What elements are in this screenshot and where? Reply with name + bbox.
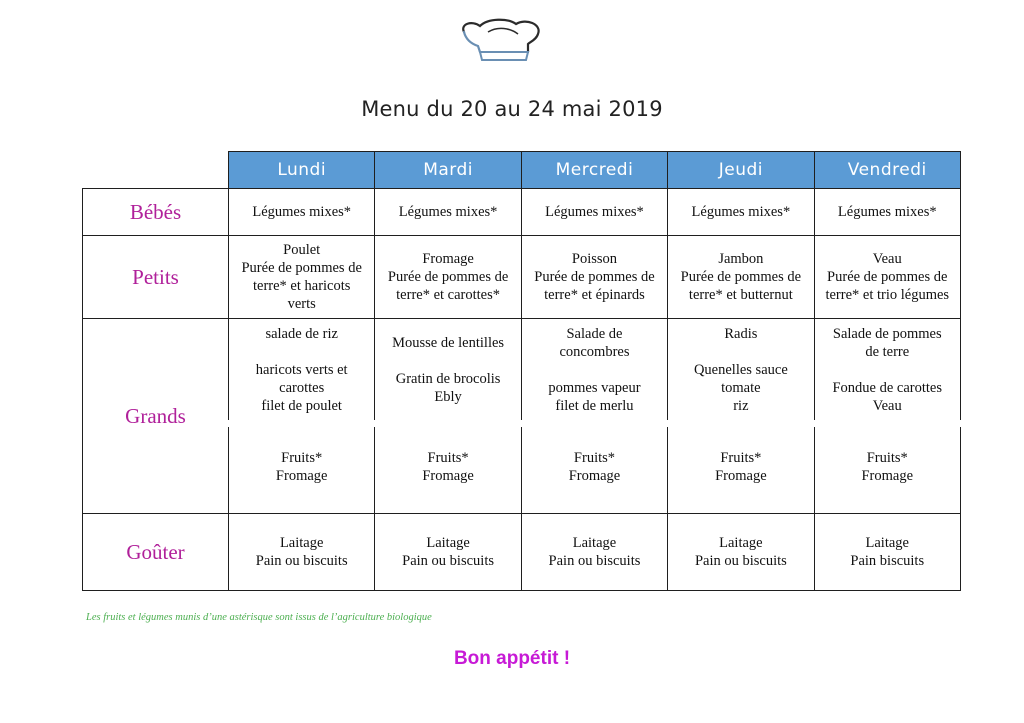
menu-item: Purée de pommes de — [680, 269, 802, 285]
menu-item: Fromage — [861, 467, 914, 484]
menu-item: tomate — [721, 379, 761, 396]
menu-cell-dessert — [814, 420, 960, 514]
header-corner — [83, 152, 229, 189]
menu-item: Quenelles sauce — [693, 361, 788, 378]
cell-gap — [228, 420, 375, 427]
menu-cell-main — [814, 319, 960, 421]
menu-item: Pain ou biscuits — [694, 553, 787, 569]
menu-cell — [521, 189, 667, 236]
menu-item: Jambon — [718, 251, 764, 267]
menu-item: Laitage — [865, 535, 909, 551]
menu-item: Pain ou biscuits — [548, 553, 641, 569]
menu-cell — [229, 189, 375, 236]
chef-hat-icon — [458, 18, 544, 64]
header-row — [83, 152, 961, 189]
menu-item: Veau — [872, 251, 902, 267]
menu-item: Poisson — [571, 251, 618, 267]
menu-cell — [375, 236, 521, 319]
organic-footnote: Les fruits et légumes munis d’une astérisque sont issus de l’agriculture biologique — [86, 612, 432, 623]
menu-item: haricots verts et — [255, 361, 348, 378]
row-petits — [83, 236, 961, 319]
menu-cell — [814, 189, 960, 236]
menu-cell-main — [375, 319, 521, 421]
menu-item: Fruits* — [720, 449, 762, 466]
line-spacer — [522, 361, 667, 379]
menu-item: Salade de — [566, 325, 623, 342]
menu-item: Fruits* — [573, 449, 616, 466]
menu-item: Purée de pommes de — [534, 269, 655, 285]
menu-cell — [668, 189, 814, 236]
menu-cell-dessert — [375, 420, 521, 514]
menu-item: riz — [733, 397, 749, 414]
menu-item: Légumes mixes* — [252, 204, 352, 220]
menu-item: terre* et butternut — [688, 287, 793, 303]
menu-item: de terre — [865, 343, 910, 360]
menu-item: verts — [287, 296, 316, 312]
menu-item: terre* et haricots — [252, 278, 351, 294]
menu-item: Radis — [724, 325, 758, 342]
menu-table — [82, 151, 961, 591]
menu-item: Laitage — [426, 535, 470, 551]
cell-gap — [374, 420, 521, 427]
row-label-petits: Petits — [83, 236, 229, 319]
line-spacer — [668, 343, 813, 361]
menu-cell — [668, 236, 814, 319]
menu-item: Fromage — [275, 467, 328, 484]
menu-item: Purée de pommes de — [387, 269, 509, 285]
line-spacer — [375, 352, 520, 370]
menu-item: filet de merlu — [555, 397, 634, 414]
menu-item: Mousse de lentilles — [392, 334, 505, 351]
menu-cell-dessert — [229, 420, 375, 514]
menu-item: Ebly — [434, 388, 462, 405]
menu-item: Pain ou biscuits — [255, 553, 348, 569]
menu-item: carottes — [279, 379, 325, 396]
menu-item: Poulet — [283, 242, 321, 258]
row-label-gouter: Goûter — [83, 514, 229, 591]
menu-item: filet de poulet — [261, 397, 342, 414]
menu-cell — [668, 514, 814, 591]
menu-item: Purée de pommes de — [827, 269, 948, 285]
row-bebes — [83, 189, 961, 236]
menu-item: Pain biscuits — [850, 553, 925, 569]
menu-item: Gratin de brocolis — [395, 370, 501, 387]
menu-item: Légumes mixes* — [837, 204, 937, 220]
menu-item: Fromage — [422, 467, 474, 484]
day-header-vendredi: Vendredi — [814, 152, 960, 189]
menu-item: Fruits* — [866, 449, 908, 466]
page-title: Menu du 20 au 24 mai 2019 — [361, 97, 663, 121]
menu-item: Fruits* — [281, 449, 323, 466]
bon-appetit: Bon appétit ! — [453, 648, 571, 669]
line-spacer — [229, 343, 374, 361]
cell-gap — [667, 420, 814, 427]
menu-item: Veau — [872, 397, 902, 414]
menu-item: Fromage — [568, 467, 621, 484]
menu-item: Laitage — [279, 535, 324, 551]
menu-item: Légumes mixes* — [398, 204, 498, 220]
row-label-grands: Grands — [83, 319, 229, 514]
menu-item: Fromage — [422, 251, 474, 267]
menu-item: terre* et trio légumes — [825, 287, 950, 303]
menu-cell — [375, 514, 521, 591]
cell-gap — [521, 420, 668, 427]
menu-cell-main — [668, 319, 814, 421]
day-header-mardi: Mardi — [375, 152, 521, 189]
menu-item: Pain ou biscuits — [402, 553, 494, 569]
menu-cell-dessert — [668, 420, 814, 514]
menu-cell — [229, 514, 375, 591]
menu-item: Laitage — [719, 535, 763, 551]
menu-item: terre* et épinards — [544, 287, 645, 303]
menu-item: terre* et carottes* — [396, 287, 501, 303]
day-header-lundi: Lundi — [229, 152, 375, 189]
menu-cell-dessert — [521, 420, 667, 514]
menu-item: Fruits* — [427, 449, 469, 466]
menu-item: Fromage — [715, 467, 767, 484]
day-header-mercredi: Mercredi — [521, 152, 667, 189]
menu-item: pommes vapeur — [548, 379, 641, 396]
day-header-jeudi: Jeudi — [668, 152, 814, 189]
menu-cell — [521, 236, 667, 319]
menu-item: Légumes mixes* — [691, 204, 791, 220]
menu-item: Salade de pommes — [832, 325, 942, 342]
row-grands — [83, 319, 961, 421]
menu-cell-main — [229, 319, 375, 421]
menu-cell — [521, 514, 667, 591]
menu-cell — [375, 189, 521, 236]
row-gouter — [83, 514, 961, 591]
menu-item: Légumes mixes* — [545, 204, 644, 220]
menu-cell — [229, 236, 375, 319]
row-label-bebes: Bébés — [83, 189, 229, 236]
menu-cell — [814, 236, 960, 319]
menu-cell-main — [521, 319, 667, 421]
menu-item: concombres — [559, 343, 630, 360]
menu-item: Laitage — [572, 535, 617, 551]
cell-gap — [814, 420, 961, 427]
menu-item: Fondue de carottes — [832, 379, 943, 396]
menu-item: salade de riz — [265, 325, 338, 342]
line-spacer — [815, 361, 960, 379]
menu-item: Purée de pommes de — [241, 260, 362, 276]
menu-cell — [814, 514, 960, 591]
